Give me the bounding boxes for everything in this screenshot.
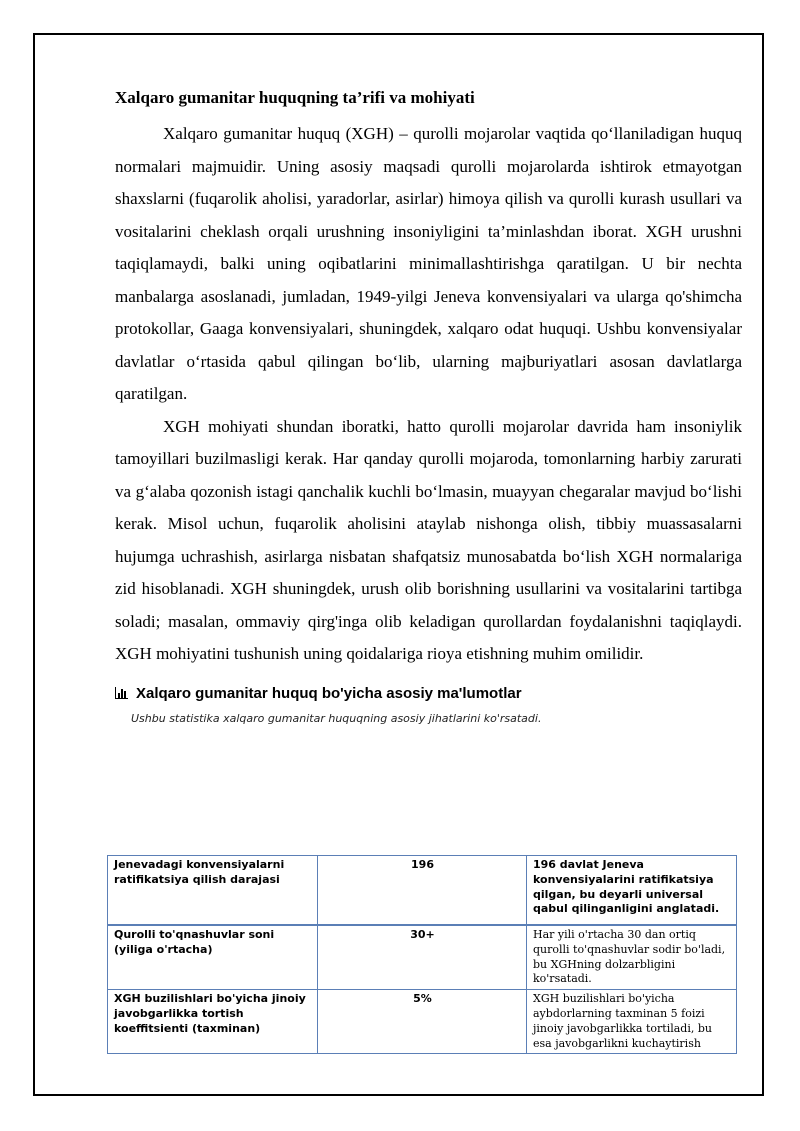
- stats-heading: [115, 685, 742, 702]
- row-label: Qurolli to'qnashuvlar soni (yiliga o'rtacha): [108, 925, 318, 990]
- paragraph-definition: Xalqaro gumanitar huquq (XGH) – qurolli mojarolar vaqtida qo‘llaniladigan huquq normalari majmuidir. Uning asosiy maqsadi qurolli mojarolarda ishtirok etmayotgan shaxslarni (fuqarolik aholisi, yaradorlar, asirlar) himoya qilish va qurolli kurash usullari va vositalarini cheklash orqali urushning insoniyligini ta’minlashdan iborat. XGH urushni taqiqlamaydi, balki uning oqibatlarini minimallashtirishga qaratilgan. U bir nechta manbalarga asoslanadi, jumladan, 1949-yilgi Jeneva konvensiyalari va ularga qo'shimcha protokollar, Gaaga konvensiyalari, shuningdek, xalqaro odat huquqi. Ushbu konvensiyalar davlatlar o‘rtasida qabul qilingan bo‘lib, ularning majburiyatlari asosan davlatlarga qaratilgan.: [115, 124, 742, 403]
- table-row: [108, 925, 737, 990]
- row-value: 30+: [318, 925, 527, 990]
- row-description: Har yili o'rtacha 30 dan ortiq qurolli to'qnashuvlar sodir bo'ladi, bu XGHning dolzarbligini ko'rsatadi.: [527, 925, 737, 990]
- stats-table: [107, 855, 737, 1054]
- row-label: Jenevadagi konvensiyalarni ratifikatsiya qilish darajasi: [108, 856, 318, 926]
- row-value: 5%: [318, 990, 527, 1054]
- stats-title: Xalqaro gumanitar huquq bo'yicha asosiy ma'lumotlar: [136, 684, 522, 702]
- row-description: 196 davlat Jeneva konvensiyalarini ratifikatsiya qilgan, bu deyarli universal qabul qilinganligini anglatadi.: [527, 856, 737, 926]
- row-label: XGH buzilishlari bo'yicha jinoiy javobgarlikka tortish koeffitsienti (taxminan): [108, 990, 318, 1054]
- row-description: XGH buzilishlari bo'yicha aybdorlarning taxminan 5 foizi jinoiy javobgarlikka tortiladi, bu esa javobgarlikni kuchaytirish: [527, 990, 737, 1054]
- bar-chart-icon: [115, 687, 128, 699]
- paragraph-essence: XGH mohiyati shundan iboratki, hatto qurolli mojarolar davrida ham insoniylik tamoyillari buzilmasligi kerak. Har qanday qurolli mojaroda, tomonlarning harbiy zarurati va g‘alaba qozonish istagi qanchalik kuchli bo‘lmasin, muayyan chegaralar mavjud bo‘lishi kerak. Misol uchun, fuqarolik aholisini ataylab nishonga olish, tibbiy muassasalarni hujumga uchrashish, asirlarga nisbatan shafqatsiz munosabatda bo‘lish XGH normalariga zid hisoblanadi. XGH shuningdek, urush olib borishning usullarini va vositalarini tartibga soladi; masalan, ommaviy qirg'inga olib keladigan qurollardan foydalanishni taqiqlaydi. XGH mohiyatini tushunish uning qoidalariga rioya etishning muhim omilidir.: [115, 416, 742, 663]
- section-heading: Xalqaro gumanitar huquqning ta’rifi va mohiyati: [115, 88, 475, 107]
- row-value: 196: [318, 856, 527, 926]
- document-body: [115, 86, 742, 725]
- stats-description: Ushbu statistika xalqaro gumanitar huquqning asosiy jihatlarini ko'rsatadi.: [131, 711, 542, 725]
- table-row: [108, 990, 737, 1054]
- table-row: [108, 856, 737, 926]
